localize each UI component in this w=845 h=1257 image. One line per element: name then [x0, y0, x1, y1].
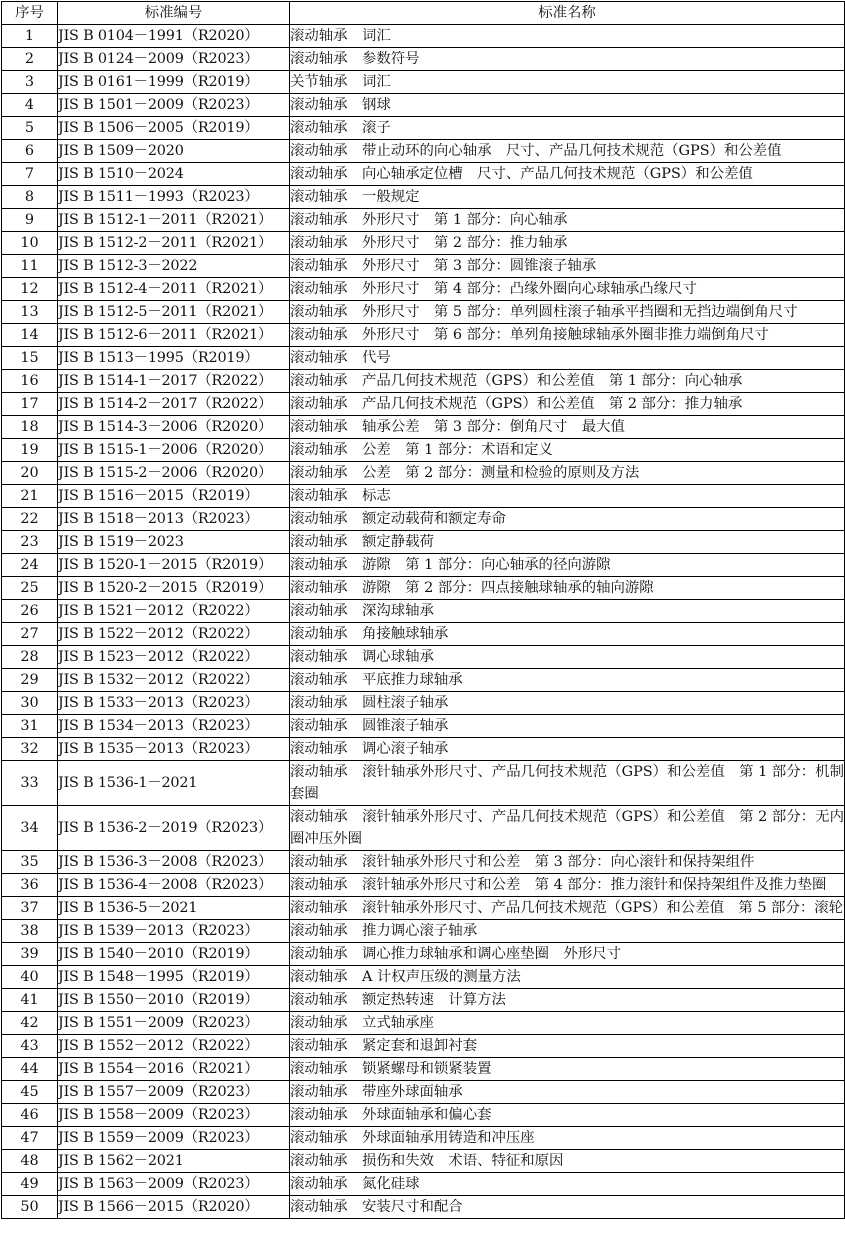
std-code-cell: JIS B 1512-3－2022	[58, 255, 290, 278]
table-row	[2, 851, 845, 874]
table-row	[2, 278, 845, 301]
std-name-cell: 滚动轴承 调心球轴承	[290, 646, 845, 669]
header-std-name: 标准名称	[290, 2, 845, 25]
std-code-cell: JIS B 1539－2013（R2023）	[58, 920, 290, 943]
std-code-cell: JIS B 1559－2009（R2023）	[58, 1127, 290, 1150]
std-code-cell: JIS B 1519－2023	[58, 531, 290, 554]
std-code-cell: JIS B 1563－2009（R2023）	[58, 1173, 290, 1196]
table-row	[2, 163, 845, 186]
std-name-cell: 滚动轴承 氮化硅球	[290, 1173, 845, 1196]
table-row	[2, 439, 845, 462]
table-row	[2, 1196, 845, 1219]
std-code-cell: JIS B 1536-5－2021	[58, 897, 290, 920]
table-row	[2, 966, 845, 989]
std-name-cell: 滚动轴承 圆柱滚子轴承	[290, 692, 845, 715]
std-name-cell: 滚动轴承 产品几何技术规范（GPS）和公差值 第 1 部分：向心轴承	[290, 370, 845, 393]
std-name-cell: 滚动轴承 游隙 第 1 部分：向心轴承的径向游隙	[290, 554, 845, 577]
seq-no-cell: 24	[2, 554, 58, 577]
table-row	[2, 600, 845, 623]
std-code-cell: JIS B 1522－2012（R2022）	[58, 623, 290, 646]
seq-no-cell: 48	[2, 1150, 58, 1173]
std-name-cell: 滚动轴承 游隙 第 2 部分：四点接触球轴承的轴向游隙	[290, 577, 845, 600]
std-name-cell: 滚动轴承 立式轴承座	[290, 1012, 845, 1035]
seq-no-cell: 32	[2, 738, 58, 761]
std-code-cell: JIS B 1566－2015（R2020）	[58, 1196, 290, 1219]
seq-no-cell: 49	[2, 1173, 58, 1196]
table-row	[2, 508, 845, 531]
table-row	[2, 531, 845, 554]
std-name-cell: 滚动轴承 带座外球面轴承	[290, 1081, 845, 1104]
table-row	[2, 255, 845, 278]
seq-no-cell: 2	[2, 48, 58, 71]
std-code-cell: JIS B 1513－1995（R2019）	[58, 347, 290, 370]
table-row	[2, 1173, 845, 1196]
std-code-cell: JIS B 1533－2013（R2023）	[58, 692, 290, 715]
seq-no-cell: 37	[2, 897, 58, 920]
std-name-cell: 滚动轴承 外形尺寸 第 4 部分：凸缘外圈向心球轴承凸缘尺寸	[290, 278, 845, 301]
std-name-cell: 滚动轴承 向心轴承定位槽 尺寸、产品几何技术规范（GPS）和公差值	[290, 163, 845, 186]
seq-no-cell: 3	[2, 71, 58, 94]
seq-no-cell: 34	[2, 806, 58, 851]
seq-no-cell: 21	[2, 485, 58, 508]
table-body	[2, 25, 845, 1219]
table-header-row	[2, 2, 845, 25]
table-row	[2, 1127, 845, 1150]
table-row	[2, 761, 845, 806]
std-code-cell: JIS B 1514-3－2006（R2020）	[58, 416, 290, 439]
seq-no-cell: 26	[2, 600, 58, 623]
std-name-cell: 滚动轴承 外形尺寸 第 6 部分：单列角接触球轴承外圈非推力端倒角尺寸	[290, 324, 845, 347]
std-name-cell: 滚动轴承 参数符号	[290, 48, 845, 71]
std-name-cell: 滚动轴承 外球面轴承和偏心套	[290, 1104, 845, 1127]
std-name-cell: 滚动轴承 深沟球轴承	[290, 600, 845, 623]
std-name-cell: 滚动轴承 滚子	[290, 117, 845, 140]
std-name-cell: 滚动轴承 滚针轴承外形尺寸和公差 第 4 部分：推力滚针和保持架组件及推力垫圈	[290, 874, 845, 897]
table-row	[2, 462, 845, 485]
standards-table	[1, 1, 845, 1219]
std-name-cell: 滚动轴承 代号	[290, 347, 845, 370]
seq-no-cell: 25	[2, 577, 58, 600]
std-code-cell: JIS B 1514-2－2017（R2022）	[58, 393, 290, 416]
std-code-cell: JIS B 0161－1999（R2019）	[58, 71, 290, 94]
std-name-cell: 滚动轴承 A 计权声压级的测量方法	[290, 966, 845, 989]
std-name-cell: 滚动轴承 外形尺寸 第 5 部分：单列圆柱滚子轴承平挡圈和无挡边端倒角尺寸	[290, 301, 845, 324]
std-code-cell: JIS B 1518－2013（R2023）	[58, 508, 290, 531]
std-name-cell: 滚动轴承 安装尺寸和配合	[290, 1196, 845, 1219]
std-code-cell: JIS B 1509－2020	[58, 140, 290, 163]
table-row	[2, 71, 845, 94]
seq-no-cell: 13	[2, 301, 58, 324]
std-name-cell: 滚动轴承 额定热转速 计算方法	[290, 989, 845, 1012]
std-code-cell: JIS B 1550－2010（R2019）	[58, 989, 290, 1012]
std-name-cell: 滚动轴承 外形尺寸 第 1 部分：向心轴承	[290, 209, 845, 232]
std-code-cell: JIS B 1521－2012（R2022）	[58, 600, 290, 623]
std-name-cell: 滚动轴承 公差 第 2 部分：测量和检验的原则及方法	[290, 462, 845, 485]
std-code-cell: JIS B 1558－2009（R2023）	[58, 1104, 290, 1127]
seq-no-cell: 50	[2, 1196, 58, 1219]
std-name-cell: 滚动轴承 调心推力球轴承和调心座垫圈 外形尺寸	[290, 943, 845, 966]
header-std-code: 标准编号	[58, 2, 290, 25]
table-row	[2, 416, 845, 439]
seq-no-cell: 38	[2, 920, 58, 943]
std-name-cell: 滚动轴承 圆锥滚子轴承	[290, 715, 845, 738]
std-name-cell: 滚动轴承 额定静载荷	[290, 531, 845, 554]
std-code-cell: JIS B 1557－2009（R2023）	[58, 1081, 290, 1104]
table-row	[2, 897, 845, 920]
table-row	[2, 301, 845, 324]
std-code-cell: JIS B 1562－2021	[58, 1150, 290, 1173]
std-name-cell: 滚动轴承 平底推力球轴承	[290, 669, 845, 692]
std-code-cell: JIS B 1512-5－2011（R2021）	[58, 301, 290, 324]
std-code-cell: JIS B 1523－2012（R2022）	[58, 646, 290, 669]
seq-no-cell: 19	[2, 439, 58, 462]
std-code-cell: JIS B 1552－2012（R2022）	[58, 1035, 290, 1058]
std-code-cell: JIS B 1548－1995（R2019）	[58, 966, 290, 989]
table-row	[2, 347, 845, 370]
std-name-cell: 滚动轴承 角接触球轴承	[290, 623, 845, 646]
std-code-cell: JIS B 1535－2013（R2023）	[58, 738, 290, 761]
std-name-cell: 滚动轴承 词汇	[290, 25, 845, 48]
std-code-cell: JIS B 1515-1－2006（R2020）	[58, 439, 290, 462]
std-code-cell: JIS B 1520-1－2015（R2019）	[58, 554, 290, 577]
table-row	[2, 140, 845, 163]
table-row	[2, 623, 845, 646]
seq-no-cell: 18	[2, 416, 58, 439]
seq-no-cell: 42	[2, 1012, 58, 1035]
table-row	[2, 186, 845, 209]
std-name-cell: 滚动轴承 钢球	[290, 94, 845, 117]
seq-no-cell: 30	[2, 692, 58, 715]
table-row	[2, 577, 845, 600]
table-row	[2, 94, 845, 117]
std-code-cell: JIS B 1514-1－2017（R2022）	[58, 370, 290, 393]
seq-no-cell: 20	[2, 462, 58, 485]
std-code-cell: JIS B 1536-1－2021	[58, 761, 290, 806]
std-name-cell: 滚动轴承 轴承公差 第 3 部分：倒角尺寸 最大值	[290, 416, 845, 439]
std-name-cell: 滚动轴承 损伤和失效 术语、特征和原因	[290, 1150, 845, 1173]
std-code-cell: JIS B 1512-6－2011（R2021）	[58, 324, 290, 347]
seq-no-cell: 46	[2, 1104, 58, 1127]
table-row	[2, 920, 845, 943]
std-name-cell: 滚动轴承 公差 第 1 部分：术语和定义	[290, 439, 845, 462]
table-row	[2, 738, 845, 761]
std-code-cell: JIS B 1515-2－2006（R2020）	[58, 462, 290, 485]
std-code-cell: JIS B 1512-4－2011（R2021）	[58, 278, 290, 301]
table-row	[2, 554, 845, 577]
seq-no-cell: 23	[2, 531, 58, 554]
std-name-cell: 关节轴承 词汇	[290, 71, 845, 94]
seq-no-cell: 15	[2, 347, 58, 370]
seq-no-cell: 16	[2, 370, 58, 393]
seq-no-cell: 31	[2, 715, 58, 738]
seq-no-cell: 43	[2, 1035, 58, 1058]
seq-no-cell: 27	[2, 623, 58, 646]
table-row	[2, 209, 845, 232]
seq-no-cell: 10	[2, 232, 58, 255]
std-code-cell: JIS B 1506－2005（R2019）	[58, 117, 290, 140]
std-code-cell: JIS B 0104－1991（R2020）	[58, 25, 290, 48]
table-row	[2, 117, 845, 140]
std-code-cell: JIS B 1501－2009（R2023）	[58, 94, 290, 117]
std-code-cell: JIS B 1512-2－2011（R2021）	[58, 232, 290, 255]
std-name-cell: 滚动轴承 外球面轴承用铸造和冲压座	[290, 1127, 845, 1150]
std-code-cell: JIS B 1520-2－2015（R2019）	[58, 577, 290, 600]
std-code-cell: JIS B 1532－2012（R2022）	[58, 669, 290, 692]
table-row	[2, 48, 845, 71]
standards-table-sheet	[1, 1, 845, 1219]
table-row	[2, 232, 845, 255]
table-row	[2, 1058, 845, 1081]
std-code-cell: JIS B 1510－2024	[58, 163, 290, 186]
std-code-cell: JIS B 0124－2009（R2023）	[58, 48, 290, 71]
std-name-cell: 滚动轴承 紧定套和退卸衬套	[290, 1035, 845, 1058]
std-name-cell: 滚动轴承 滚针轴承外形尺寸、产品几何技术规范（GPS）和公差值 第 5 部分：滚轮	[290, 897, 845, 920]
seq-no-cell: 22	[2, 508, 58, 531]
seq-no-cell: 17	[2, 393, 58, 416]
std-code-cell: JIS B 1536-4－2008（R2023）	[58, 874, 290, 897]
table-row	[2, 874, 845, 897]
header-seq-no: 序号	[2, 2, 58, 25]
seq-no-cell: 11	[2, 255, 58, 278]
seq-no-cell: 29	[2, 669, 58, 692]
table-row	[2, 1081, 845, 1104]
std-name-cell: 滚动轴承 推力调心滚子轴承	[290, 920, 845, 943]
seq-no-cell: 33	[2, 761, 58, 806]
seq-no-cell: 45	[2, 1081, 58, 1104]
table-row	[2, 806, 845, 851]
std-name-cell: 滚动轴承 滚针轴承外形尺寸和公差 第 3 部分：向心滚针和保持架组件	[290, 851, 845, 874]
seq-no-cell: 36	[2, 874, 58, 897]
std-name-cell: 滚动轴承 滚针轴承外形尺寸、产品几何技术规范（GPS）和公差值 第 1 部分：机制套圈	[290, 761, 845, 806]
seq-no-cell: 40	[2, 966, 58, 989]
seq-no-cell: 8	[2, 186, 58, 209]
table-row	[2, 485, 845, 508]
std-code-cell: JIS B 1511－1993（R2023）	[58, 186, 290, 209]
table-row	[2, 989, 845, 1012]
std-code-cell: JIS B 1516－2015（R2019）	[58, 485, 290, 508]
seq-no-cell: 35	[2, 851, 58, 874]
seq-no-cell: 9	[2, 209, 58, 232]
table-row	[2, 669, 845, 692]
std-code-cell: JIS B 1536-3－2008（R2023）	[58, 851, 290, 874]
table-row	[2, 1104, 845, 1127]
table-row	[2, 646, 845, 669]
seq-no-cell: 1	[2, 25, 58, 48]
std-code-cell: JIS B 1536-2－2019（R2023）	[58, 806, 290, 851]
std-code-cell: JIS B 1554－2016（R2021）	[58, 1058, 290, 1081]
std-code-cell: JIS B 1512-1－2011（R2021）	[58, 209, 290, 232]
std-name-cell: 滚动轴承 调心滚子轴承	[290, 738, 845, 761]
seq-no-cell: 47	[2, 1127, 58, 1150]
table-row	[2, 1012, 845, 1035]
seq-no-cell: 12	[2, 278, 58, 301]
std-name-cell: 滚动轴承 外形尺寸 第 2 部分：推力轴承	[290, 232, 845, 255]
table-row	[2, 393, 845, 416]
seq-no-cell: 5	[2, 117, 58, 140]
seq-no-cell: 14	[2, 324, 58, 347]
seq-no-cell: 6	[2, 140, 58, 163]
std-name-cell: 滚动轴承 一般规定	[290, 186, 845, 209]
seq-no-cell: 4	[2, 94, 58, 117]
table-row	[2, 324, 845, 347]
table-row	[2, 1035, 845, 1058]
std-name-cell: 滚动轴承 外形尺寸 第 3 部分：圆锥滚子轴承	[290, 255, 845, 278]
seq-no-cell: 39	[2, 943, 58, 966]
table-row	[2, 1150, 845, 1173]
std-name-cell: 滚动轴承 带止动环的向心轴承 尺寸、产品几何技术规范（GPS）和公差值	[290, 140, 845, 163]
std-name-cell: 滚动轴承 产品几何技术规范（GPS）和公差值 第 2 部分：推力轴承	[290, 393, 845, 416]
std-code-cell: JIS B 1551－2009（R2023）	[58, 1012, 290, 1035]
table-row	[2, 692, 845, 715]
std-name-cell: 滚动轴承 标志	[290, 485, 845, 508]
std-code-cell: JIS B 1540－2010（R2019）	[58, 943, 290, 966]
std-name-cell: 滚动轴承 锁紧螺母和锁紧装置	[290, 1058, 845, 1081]
table-row	[2, 715, 845, 738]
seq-no-cell: 28	[2, 646, 58, 669]
seq-no-cell: 41	[2, 989, 58, 1012]
std-code-cell: JIS B 1534－2013（R2023）	[58, 715, 290, 738]
table-row	[2, 370, 845, 393]
seq-no-cell: 44	[2, 1058, 58, 1081]
table-row	[2, 25, 845, 48]
seq-no-cell: 7	[2, 163, 58, 186]
std-name-cell: 滚动轴承 额定动载荷和额定寿命	[290, 508, 845, 531]
table-row	[2, 943, 845, 966]
std-name-cell: 滚动轴承 滚针轴承外形尺寸、产品几何技术规范（GPS）和公差值 第 2 部分：无内圈冲压外圈	[290, 806, 845, 851]
